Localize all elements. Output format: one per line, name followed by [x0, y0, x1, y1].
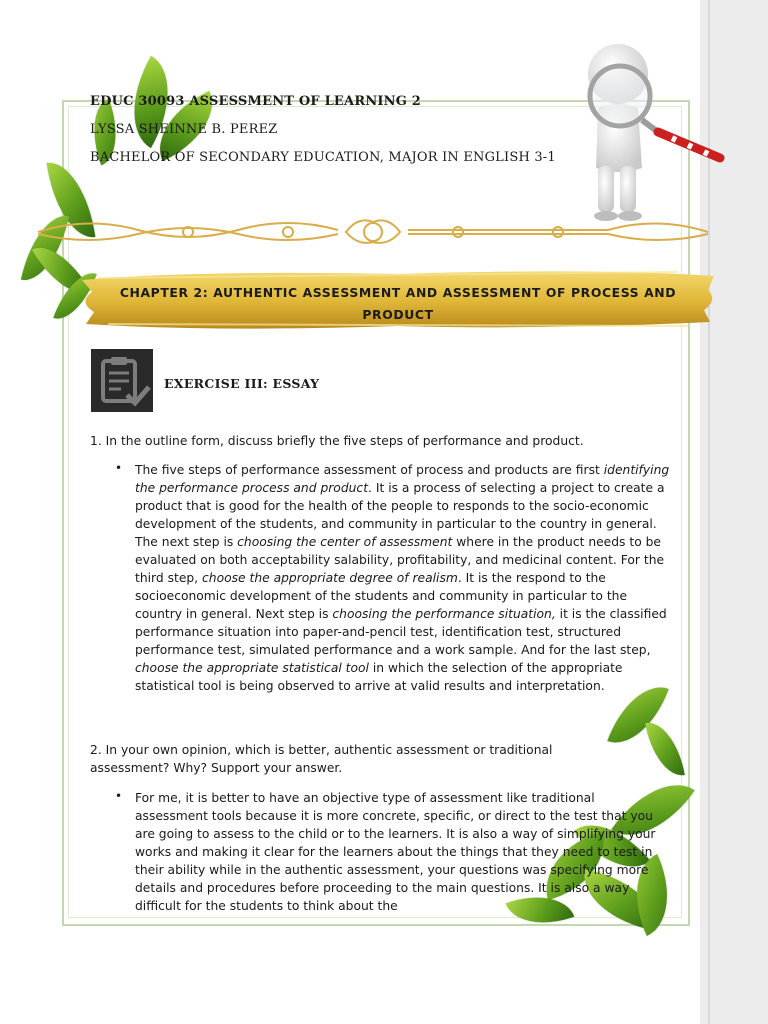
- person-magnifier-icon: [580, 38, 730, 228]
- question-1: 1. In the outline form, discuss briefly the five steps of performance and product.: [90, 434, 584, 448]
- chapter-title-line-2: PRODUCT: [362, 307, 434, 322]
- bullet-dot: •: [115, 461, 123, 475]
- bullet-dot: •: [115, 789, 123, 803]
- author-name: LYSSA SHEINNE B. PEREZ: [90, 122, 278, 137]
- question-2: 2. In your own opinion, which is better, authentic assessment or traditional assessment? Why? Support your answer.: [90, 743, 553, 775]
- program-line: BACHELOR OF SECONDARY EDUCATION, MAJOR IN ENGLISH 3-1: [90, 150, 556, 165]
- ornamental-divider: [28, 212, 718, 248]
- exercise-title: EXERCISE III: ESSAY: [164, 376, 320, 391]
- answer-2: For me, it is better to have an objective type of assessment like traditional assessment tools because it is more concrete, specific, or direct to the test that you are going to assess to the child or to the learners. It is also a way of simplifying your works and making it clear for the learners about the things that they need to test in their ability while in the authentic assessment, your questions was specifying more details and procedures before proceeding to the main questions. It is also a way difficult for the students to think about the: [135, 791, 656, 913]
- clipboard-check-icon: [91, 349, 153, 412]
- chapter-title-line-1: CHAPTER 2: AUTHENTIC ASSESSMENT AND ASSESSMENT OF PROCESS AND: [119, 285, 677, 300]
- course-title: EDUC 30093 ASSESSMENT OF LEARNING 2: [90, 94, 422, 109]
- answer-1: The five steps of performance assessment of process and products are first identifying the performance process and product. It is a process of selecting a project to create a product that is good for the health of the people to responds to the socio-economic development of the students, and community in particular to the country in general. The next step is choosing the center of assessment where in the product needs to be evaluated on both acceptability salability, profitability, and medicinal content. For the third step, choose the appropriate degree of realism. It is the respond to the socioeconomic development of the students and community in particular to the country in general. Next step is choosing the performance situation, it is the classified performance situation into paper-and-pencil test, identification test, structured performance test, simulated performance and a work sample. And for the last step, choose the appropriate statistical tool in which the selection of the appropriate statistical tool is being observed to arrive at valid results and interpretation.: [135, 463, 670, 693]
- chapter-title: [92, 282, 704, 326]
